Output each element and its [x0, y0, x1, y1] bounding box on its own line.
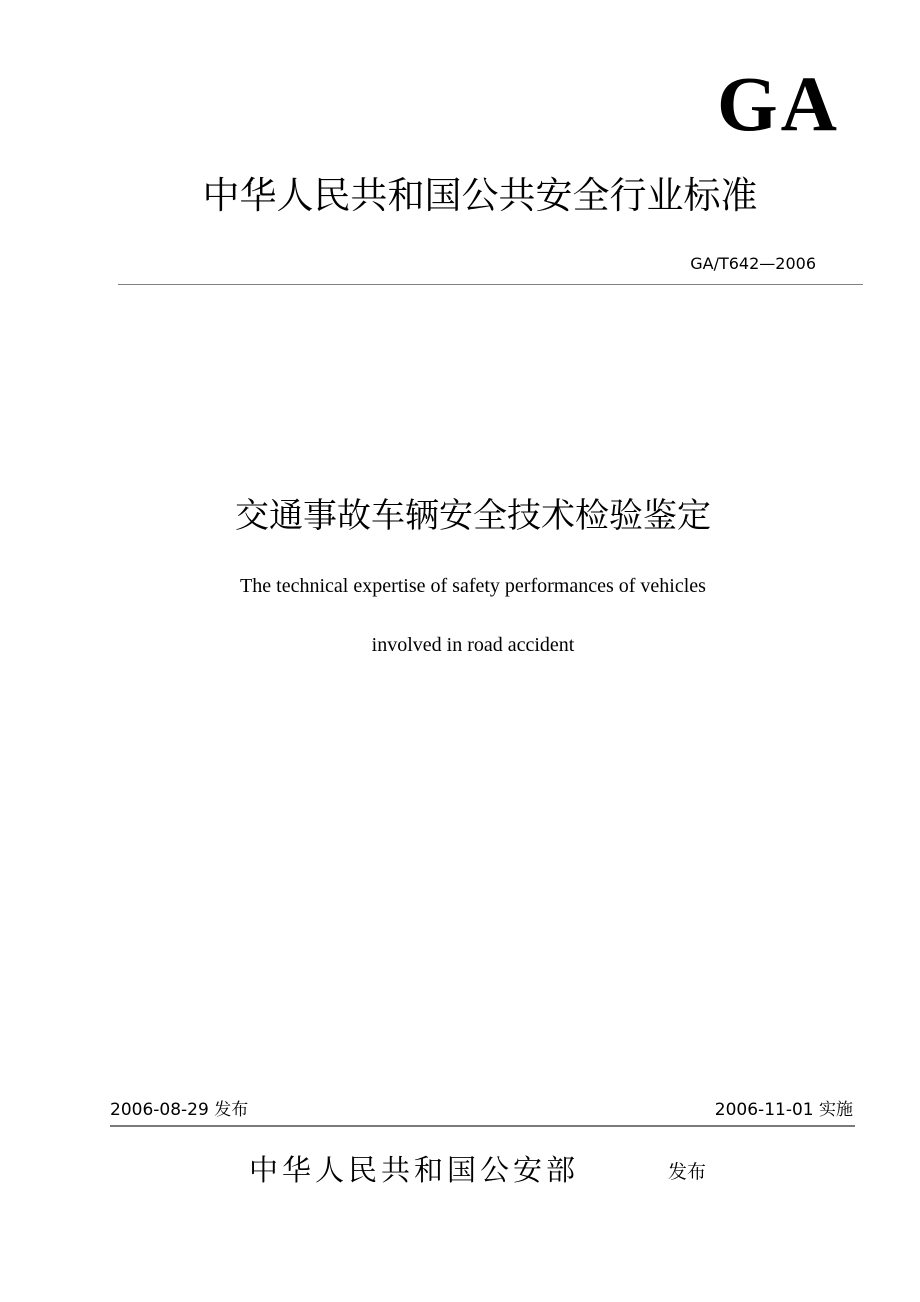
effective-date: 2006-11-01 实施 — [714, 1100, 853, 1120]
issuing-authority-suffix: 发布 — [668, 1161, 707, 1183]
header-divider — [118, 284, 863, 285]
standard-number: GA/T642—2006 — [690, 254, 816, 273]
ga-logo: GA — [717, 60, 840, 147]
document-title-english-line-1: The technical expertise of safety performances of vehicles — [240, 575, 706, 597]
document-title-english-line-2: involved in road accident — [371, 634, 575, 656]
issue-date: 2006-08-29 发布 — [110, 1100, 249, 1120]
footer-divider — [110, 1125, 855, 1127]
issuing-authority: 中华人民共和国公安部 — [249, 1153, 580, 1187]
document-title-chinese: 交通事故车辆安全技术检验鉴定 — [235, 496, 711, 536]
standard-category-title: 中华人民共和国公共安全行业标准 — [202, 174, 758, 217]
